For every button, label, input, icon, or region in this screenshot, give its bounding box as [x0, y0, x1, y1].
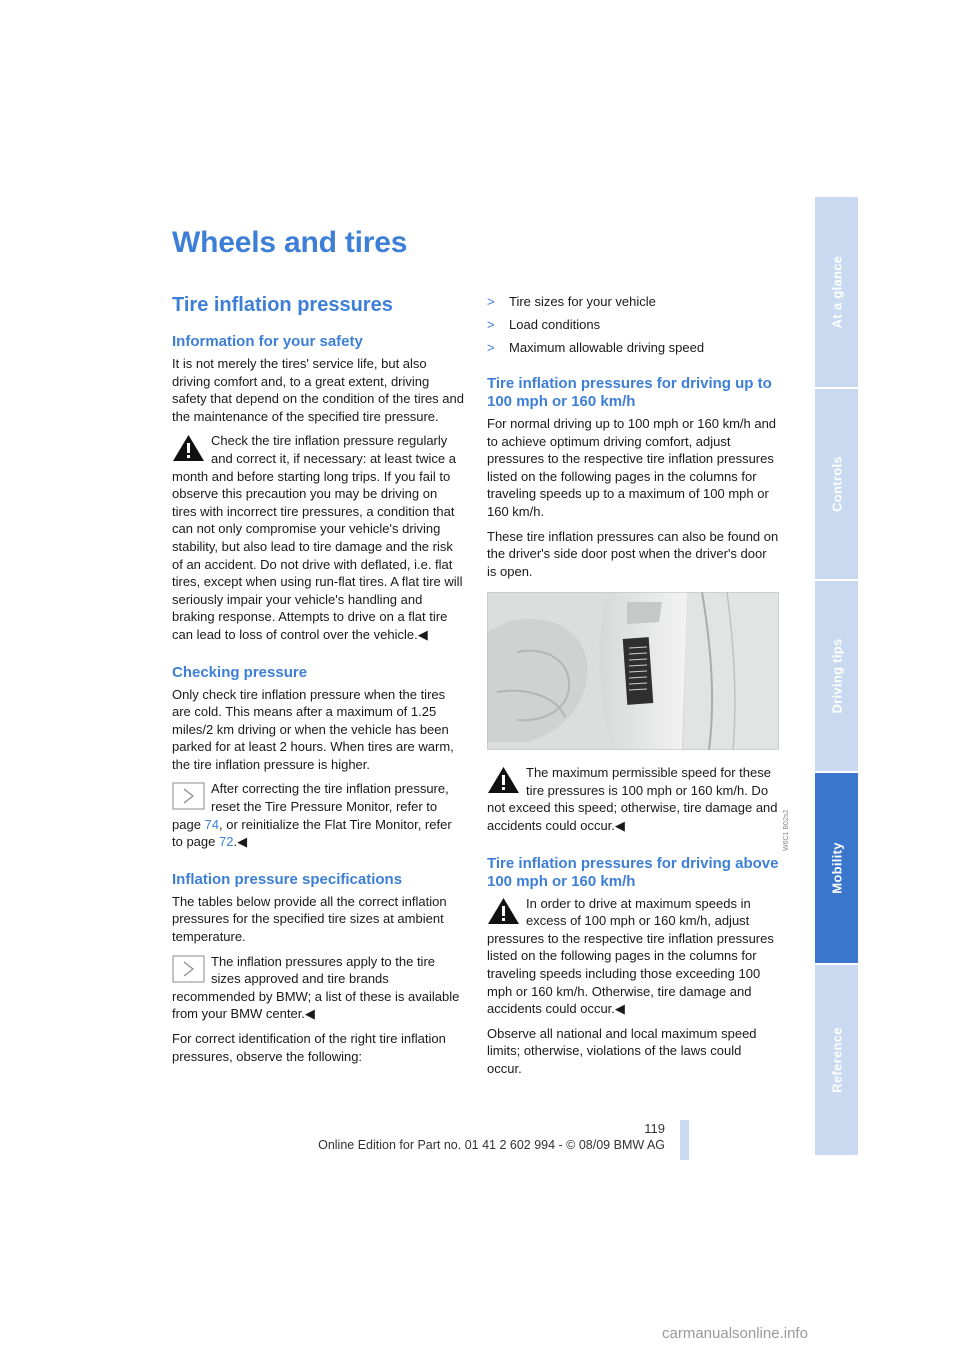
tab-at-a-glance[interactable] [815, 197, 858, 387]
above-paragraph: Observe all national and local maximum speed limits; otherwise, violations of the laws could occur. [487, 1025, 757, 1077]
note-icon [172, 955, 205, 983]
photo-code: W6C1 B02s2 [783, 809, 790, 851]
end-mark: ◀ [304, 1006, 315, 1022]
safety-warning-text: Check the tire inflation pressure regularly and correct it, if necessary: at least twice a month and before starting long trips. If you fail to observe this precaution you may be driving on tires with incorrect tire pressures, a condition that can not only compromise your vehicle's driving stability, but also lead to tire damage and the risk of an accident. Do not drive with deflated, i.e. flat tires, except when using run-flat tires. A flat tire will seriously impair your vehicle's handling and braking response. Attempts to drive on a flat tire can lead to loss of control over the vehicle. [172, 433, 463, 642]
safety-heading: Information for your safety [172, 333, 363, 350]
list-item-text: Tire sizes for your vehicle [509, 294, 656, 309]
watermark: carmanualsonline.info [662, 1325, 808, 1342]
upto-warning-note [487, 764, 779, 834]
end-mark: ◀ [417, 626, 428, 642]
list-item [487, 339, 779, 357]
tab-label: Reference [829, 1027, 844, 1093]
end-mark: ◀ [614, 1001, 625, 1017]
safety-warning-note [172, 432, 464, 643]
end-mark: ◀ [614, 818, 625, 834]
spec-note [172, 953, 464, 1023]
tab-driving-tips[interactable] [815, 581, 858, 771]
left-column [172, 293, 464, 1072]
page-marker-bar [680, 1120, 689, 1160]
warning-icon [487, 766, 520, 794]
warning-icon [487, 897, 520, 925]
upto-paragraph: For normal driving up to 100 mph or 160 km/h and to achieve optimum driving comfort, adjust pressures to the respective tire inflation pressures listed on the following pages in the columns for traveling speeds up to a maximum of 100 mph or 160 km/h. [487, 415, 777, 519]
tab-label: Driving tips [829, 638, 844, 714]
list-item [487, 316, 779, 334]
tab-reference[interactable] [815, 965, 858, 1155]
checking-heading: Checking pressure [172, 663, 308, 681]
checking-paragraph: Only check tire inflation pressure when the tires are cold. This means after a maximum of 1.25 miles/2 km driving or when the vehicle has been parked for at least 2 hours. When tires are warm, the tire inflation pressure is higher. [172, 686, 454, 772]
page-title: Wheels and tires [172, 226, 408, 259]
page-number: 119 [644, 1121, 665, 1136]
tab-controls[interactable] [815, 389, 858, 579]
checking-note-text-a: After correcting the tire inflation pressure, reset the Tire Pressure Monitor, refer to page [172, 781, 449, 832]
checking-note-text-c: . [233, 834, 238, 850]
list-item-text: Load conditions [509, 316, 601, 332]
tab-label: Controls [829, 456, 844, 512]
spec-paragraph: The tables below provide all the correct inflation pressures for the specified tire sizes at ambient temperature. [172, 893, 447, 945]
safety-paragraph: It is not merely the tires' service life, but also driving comfort and, to a great extent, driving safety that depend on the condition of the tires and the maintenance of the specified tire pressure. [172, 356, 464, 424]
tab-label: Mobility [829, 842, 844, 894]
tab-mobility[interactable] [815, 773, 858, 963]
spec-note-text: The inflation pressures apply to the tire sizes approved and tire brands recommended by BMW; a list of these is available from your BMW center. [172, 953, 460, 1022]
checking-note [172, 780, 464, 850]
bullet-marker: > [487, 339, 495, 355]
section-title: Tire inflation pressures [172, 294, 393, 316]
upto-paragraph-2: These tire inflation pressures can also be found on the driver's side door post when the driver's door is open. [487, 528, 779, 579]
tab-label: At a glance [829, 255, 844, 329]
footer-text: Online Edition for Part no. 01 41 2 602 994 - © 08/09 BMW AG [318, 1138, 665, 1152]
section-tabs [815, 197, 858, 1157]
spec-heading: Inflation pressure specifications [172, 870, 403, 888]
bullet-marker: > [487, 294, 495, 309]
page-link-74[interactable]: 74 [204, 816, 220, 832]
checking-note-text-b: , or reinitialize the Flat Tire Monitor, refer to page [172, 816, 452, 850]
spec-paragraph-2: For correct identification of the right tire inflation pressures, observe the following: [172, 1031, 446, 1064]
warning-icon [172, 434, 205, 462]
list-item [487, 293, 779, 311]
right-column [487, 293, 790, 1085]
upto-warning-text: The maximum permissible speed for these tire pressures is 100 mph or 160 km/h. Do not exceed this speed; otherwise, tire damage and accidents could occur. [487, 765, 778, 834]
note-icon [172, 782, 205, 810]
above-warning-note [487, 895, 779, 1018]
door-post-label-photo [487, 592, 779, 750]
end-mark: ◀ [237, 834, 248, 850]
page-link-72[interactable]: 72 [219, 834, 234, 850]
bullet-marker: > [487, 316, 495, 332]
above-warning-text: In order to drive at maximum speeds in excess of 100 mph or 160 km/h, adjust pressures to the respective tire inflation pressures listed on the following pages in the columns for traveling speeds including those exceeding 100 mph or 160 km/h. Otherwise, tire damage and accidents could occur. [487, 895, 774, 1017]
above-heading: Tire inflation pressures for driving above 100 mph or 160 km/h [487, 854, 779, 890]
list-item-text: Maximum allowable driving speed [509, 339, 705, 355]
upto-heading: Tire inflation pressures for driving up to 100 mph or 160 km/h [487, 374, 772, 410]
